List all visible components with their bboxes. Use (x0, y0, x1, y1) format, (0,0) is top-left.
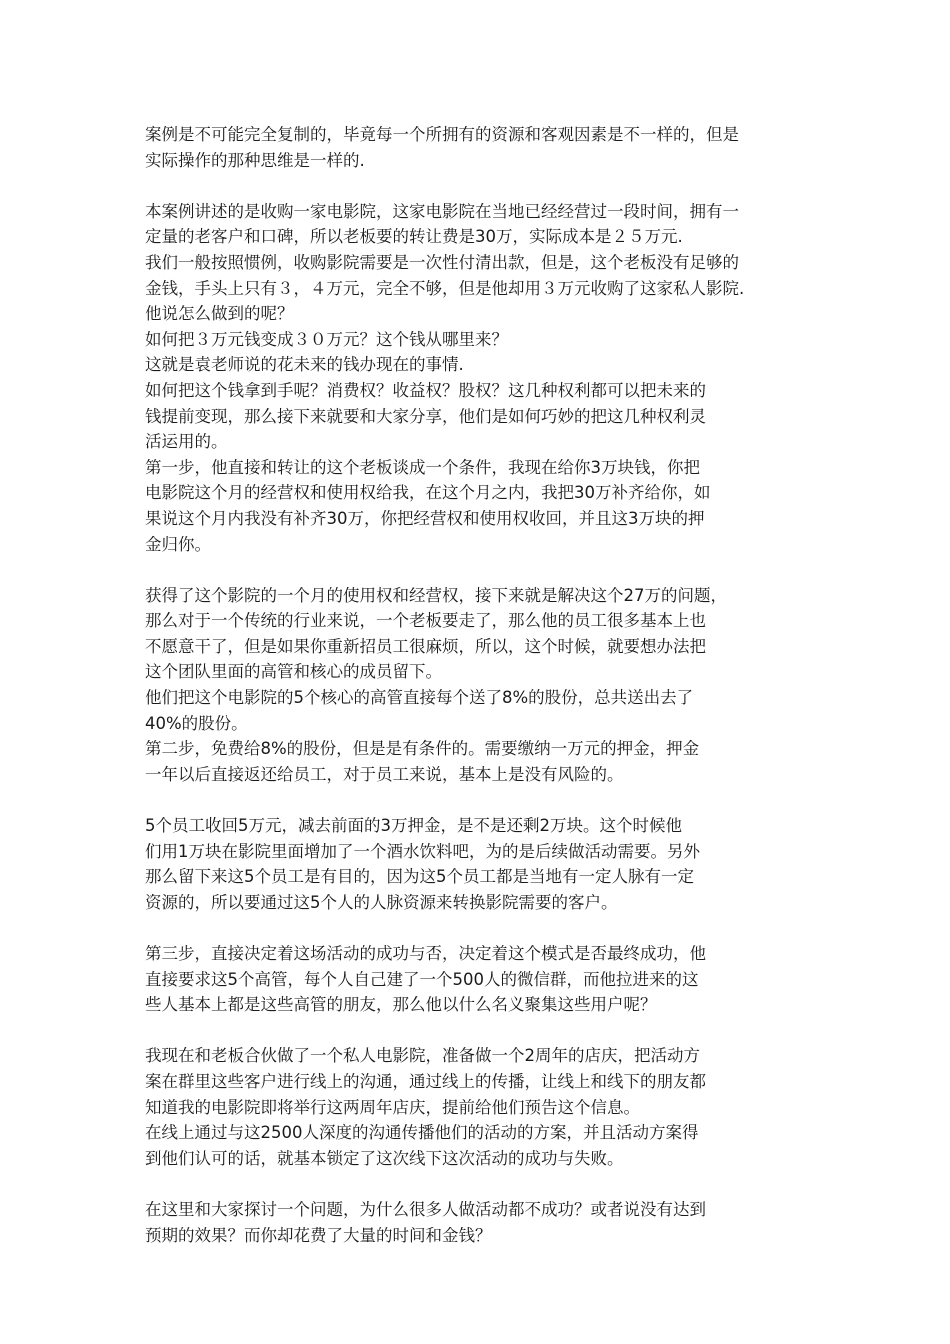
document-body (145, 122, 825, 1248)
text-line: 40%的股份。 (145, 713, 248, 733)
text-line: 金钱，手头上只有３，４万元，完全不够，但是他却用３万元收购了这家私人影院. (145, 278, 745, 298)
text-line: 金归你。 (145, 534, 211, 554)
text-line: 第三步，直接决定着这场活动的成功与否，决定着这个模式是否最终成功，他 (145, 944, 706, 963)
text-line: 本案例讲述的是收购一家电影院，这家电影院在当地已经经营过一段时间，拥有一 (145, 201, 739, 221)
text-line: 直接要求这5个高管，每个人自己建了一个500人的微信群，而他拉进来的这 (145, 969, 699, 989)
text-line: 他们把这个电影院的5个核心的高管直接每个送了8%的股份，总共送出去了 (145, 688, 694, 708)
blank-line (145, 557, 825, 583)
text-line: 如何把这个钱拿到手呢？消费权？收益权？股权？这几种权利都可以把未来的 (145, 380, 706, 400)
text-line: 活运用的。 (145, 432, 228, 452)
text-line: 不愿意干了，但是如果你重新招员工很麻烦，所以，这个时候，就要想办法把 (145, 636, 706, 656)
text-line: 到他们认可的话，就基本锁定了这次线下这次活动的成功与失败。 (145, 1148, 624, 1168)
text-line: 些人基本上都是这些高管的朋友，那么他以什么名义聚集这些用户呢？ (145, 995, 657, 1015)
text-line: 第二步，免费给8%的股份，但是是有条件的。需要缴纳一万元的押金，押金 (145, 739, 700, 759)
text-line: 定量的老客户和口碑，所以老板要的转让费是30万，实际成本是２５万元. (145, 227, 683, 247)
text-line: 案例是不可能完全复制的，毕竟每一个所拥有的资源和客观因素是不一样的，但是 (145, 125, 739, 144)
text-line: 第一步，他直接和转让的这个老板谈成一个条件，我现在给你3万块钱，你把 (145, 457, 700, 477)
text-line: 这就是袁老师说的花未来的钱办现在的事情. (145, 355, 464, 375)
text-line: 获得了这个影院的一个月的使用权和经营权，接下来就是解决这个27万的问题， (145, 585, 727, 605)
text-line: 5个员工收回5万元，减去前面的3万押金，是不是还剩2万块。这个时候他 (145, 816, 682, 836)
blank-line (145, 1171, 825, 1197)
text-line: 我们一般按照惯例，收购影院需要是一次性付清出款，但是，这个老板没有足够的 (145, 252, 739, 272)
blank-line (145, 173, 825, 199)
text-line: 们用1万块在影院里面增加了一个酒水饮料吧，为的是后续做活动需要。另外 (145, 841, 700, 861)
text-line: 钱提前变现，那么接下来就要和大家分享，他们是如何巧妙的把这几种权利灵 (145, 406, 706, 426)
blank-line (145, 787, 825, 813)
text-line: 他说怎么做到的呢？ (145, 304, 294, 324)
text-line: 资源的，所以要通过这5个人的人脉资源来转换影院需要的客户。 (145, 892, 618, 912)
text-line: 案在群里这些客户进行线上的沟通，通过线上的传播，让线上和线下的朋友都 (145, 1071, 706, 1091)
text-line: 果说这个月内我没有补齐30万，你把经营权和使用权收回，并且这3万块的押 (145, 508, 705, 528)
text-line: 在这里和大家探讨一个问题，为什么很多人做活动都不成功？或者说没有达到 (145, 1199, 706, 1219)
text-line: 我现在和老板合伙做了一个私人电影院，准备做一个2周年的店庆，把活动方 (145, 1046, 700, 1066)
text-line: 在线上通过与这2500人深度的沟通传播他们的活动的方案，并且活动方案得 (145, 1123, 699, 1143)
text-line: 这个团队里面的高管和核心的成员留下。 (145, 662, 442, 682)
text-line: 如何把３万元钱变成３０万元？这个钱从哪里来？ (145, 329, 508, 349)
text-line: 预期的效果？而你却花费了大量的时间和金钱？ (145, 1225, 492, 1245)
text-line: 一年以后直接返还给员工，对于员工来说，基本上是没有风险的。 (145, 764, 624, 784)
text-line: 知道我的电影院即将举行这两周年店庆，提前给他们预告这个信息。 (145, 1097, 640, 1117)
text-line: 实际操作的那种思维是一样的. (145, 150, 365, 170)
text-line: 电影院这个月的经营权和使用权给我，在这个月之内，我把30万补齐给你，如 (145, 483, 711, 503)
blank-line (145, 915, 825, 941)
text-line: 那么对于一个传统的行业来说，一个老板要走了，那么他的员工很多基本上也 (145, 611, 706, 631)
blank-line (145, 1018, 825, 1044)
text-line: 那么留下来这5个员工是有目的，因为这5个员工都是当地有一定人脉有一定 (145, 867, 694, 887)
